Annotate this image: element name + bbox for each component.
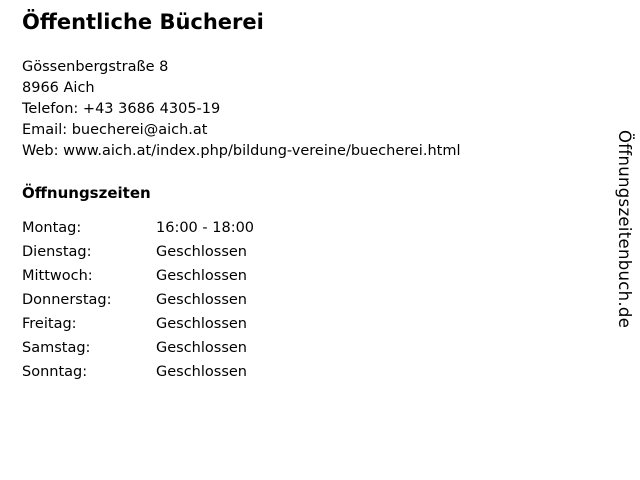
address-email: Email: buecherei@aich.at — [22, 122, 208, 139]
watermark: Öffnungszeitenbuch.de — [615, 130, 634, 329]
table-row — [22, 340, 254, 364]
day-label: Montag: — [22, 220, 82, 237]
table-row — [22, 316, 254, 340]
day-label: Sonntag: — [22, 364, 88, 381]
table-row — [22, 292, 254, 316]
day-label: Freitag: — [22, 316, 77, 333]
day-label: Mittwoch: — [22, 268, 93, 285]
table-row — [22, 220, 254, 244]
address-street: Gössenbergstraße 8 — [22, 59, 169, 76]
day-value: Geschlossen — [156, 364, 247, 381]
day-label: Dienstag: — [22, 244, 92, 261]
day-label: Donnerstag: — [22, 292, 112, 309]
day-value: Geschlossen — [156, 292, 247, 309]
address-phone: Telefon: +43 3686 4305-19 — [22, 101, 221, 118]
day-value: Geschlossen — [156, 268, 247, 285]
day-value: Geschlossen — [156, 244, 247, 261]
opening-hours-heading: Öffnungszeiten — [22, 184, 151, 203]
day-value: 16:00 - 18:00 — [156, 220, 255, 237]
address-block — [22, 57, 592, 162]
table-row — [22, 364, 254, 388]
content-area — [22, 10, 592, 388]
day-label: Samstag: — [22, 340, 91, 357]
page-title: Öffentliche Bücherei — [22, 10, 264, 34]
day-value: Geschlossen — [156, 340, 247, 357]
table-row — [22, 244, 254, 268]
address-city: 8966 Aich — [22, 80, 95, 97]
opening-hours-table — [22, 220, 254, 388]
day-value: Geschlossen — [156, 316, 247, 333]
table-row — [22, 268, 254, 292]
address-web: Web: www.aich.at/index.php/bildung-vereine/buecherei.html — [22, 143, 461, 160]
